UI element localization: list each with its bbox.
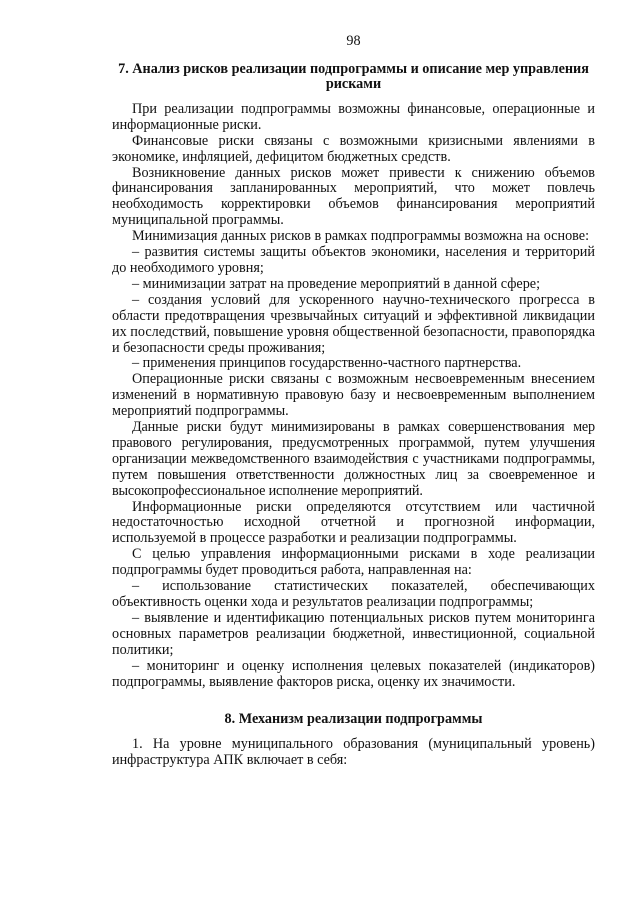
- list-item: – мониторинг и оценку исполнения целевых показателей (индикаторов) подпрограммы, выявление факторов риска, оценку их значимости.: [112, 657, 595, 690]
- section-7-body: [112, 102, 595, 691]
- paragraph: 1. На уровне муниципального образования (муниципальный уровень) инфраструктура АПК включает в себя:: [112, 736, 595, 769]
- list-item: – выявление и идентификацию потенциальных рисков путем мониторинга основных параметров реализации бюджетной, инвестиционной, социальной политики;: [112, 609, 595, 658]
- section-8-title: 8. Механизм реализации подпрограммы: [224, 711, 483, 728]
- paragraph: При реализации подпрограммы возможны финансовые, операционные и информационные риски.: [112, 100, 595, 133]
- paragraph: Операционные риски связаны с возможным несвоевременным внесением изменений в нормативную правовую базу и несвоевременным выполнением мероприятий подпрограммы.: [112, 371, 595, 420]
- paragraph: Данные риски будут минимизированы в рамках совершенствования мер правового регулирования, предусмотренных программой, путем улучшения организации межведомственного взаимодействия с участниками подпрограммы, путем повышения ответственности должностных лиц за своевременное и высокопрофессиональное исполнение мероприятий.: [112, 419, 595, 499]
- section-8-body: [112, 737, 595, 769]
- paragraph: Минимизация данных рисков в рамках подпрограммы возможна на основе:: [132, 228, 590, 245]
- page-number: 98: [346, 33, 361, 49]
- section-7-title: 7. Анализ рисков реализации подпрограммы и описание мер управления рисками: [118, 60, 589, 92]
- paragraph: Информационные риски определяются отсутствием или частичной недостаточностью исходной отчетной и прогнозной информации, используемой в процессе разработки и реализации подпрограммы.: [112, 498, 595, 547]
- list-item: – применения принципов государственно-частного партнерства.: [132, 355, 522, 372]
- list-item: – создания условий для ускоренного научно-технического прогресса в области предотвращения чрезвычайных ситуаций и эффективной ликвидации их последствий, повышение уровня общественной безопасности, правопорядка и безопасности среды проживания;: [112, 291, 595, 356]
- list-item: – использование статистических показателей, обеспечивающих объективность оценки хода и результатов реализации подпрограммы;: [112, 578, 595, 610]
- list-item: – минимизации затрат на проведение мероприятий в данной сфере;: [132, 275, 541, 292]
- document-page: [112, 34, 595, 769]
- paragraph: Возникновение данных рисков может привести к снижению объемов финансирования запланированных мероприятий, что может повлечь необходимость корректировки объемов финансирования мероприятий муниципальной программы.: [112, 164, 595, 229]
- paragraph: С целью управления информационными рисками в ходе реализации подпрограммы будет проводиться работа, направленная на:: [112, 546, 595, 579]
- list-item: – развития системы защиты объектов экономики, населения и территорий до необходимого уровня;: [112, 244, 595, 276]
- paragraph: Финансовые риски связаны с возможными кризисными явлениями в экономике, инфляцией, дефицитом бюджетных средств.: [112, 132, 595, 165]
